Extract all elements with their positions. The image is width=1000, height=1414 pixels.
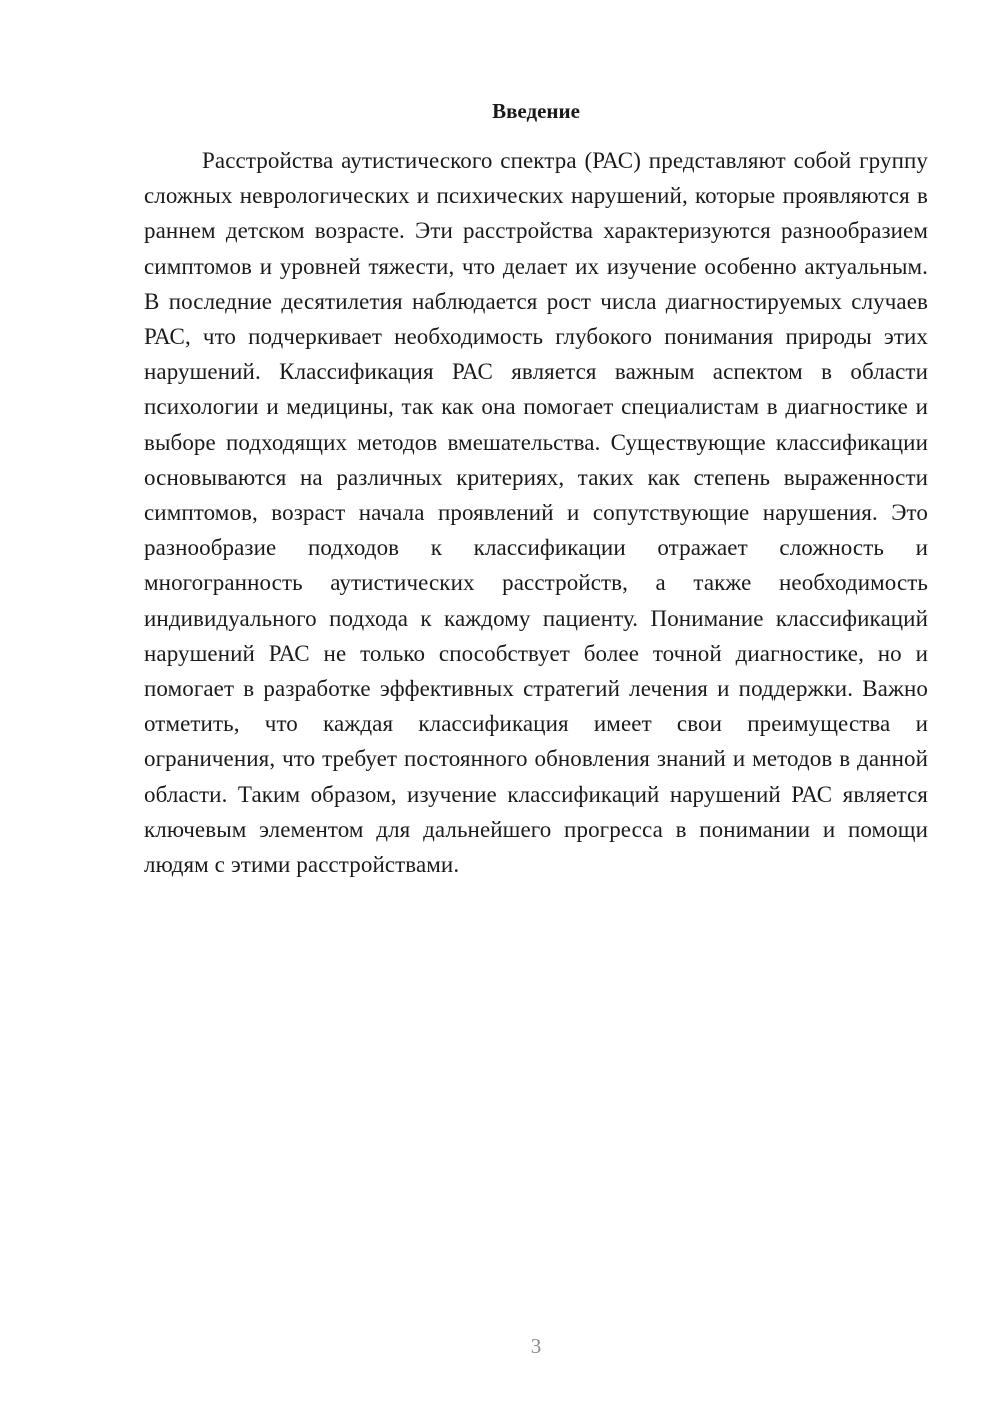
page-number: 3 xyxy=(530,1334,542,1358)
section-heading: Введение xyxy=(492,99,580,123)
introduction-paragraph: Расстройства аутистического спектра (РАС) представляют собой группу сложных неврологических и психических нарушений, которые проявляются в раннем детском возрасте. Эти расстройства характеризуются разнообразием симптомов и уровней тяжести, что делает их изучение особенно актуальным. В последние десятилетия наблюдается рост числа диагностируемых случаев РАС, что подчеркивает необходимость глубокого понимания природы этих нарушений. Классификация РАС является важным аспектом в области психологии и медицины, так как она помогает специалистам в диагностике и выборе подходящих методов вмешательства. Существующие классификации основываются на различных критериях, таких как степень выраженности симптомов, возраст начала проявлений и сопутствующие нарушения. Это разнообразие подходов к классификации отражает сложность и многогранность аутистических расстройств, а также необходимость индивидуального подхода к каждому пациенту. Понимание классификаций нарушений РАС не только способствует более точной диагностике, но и помогает в разработке эффективных стратегий лечения и поддержки. Важно отметить, что каждая классификация имеет свои преимущества и ограничения, что требует постоянного обновления знаний и методов в данной области. Таким образом, изучение классификаций нарушений РАС является ключевым элементом для дальнейшего прогресса в понимании и помощи людям с этими расстройствами. xyxy=(144,148,928,878)
